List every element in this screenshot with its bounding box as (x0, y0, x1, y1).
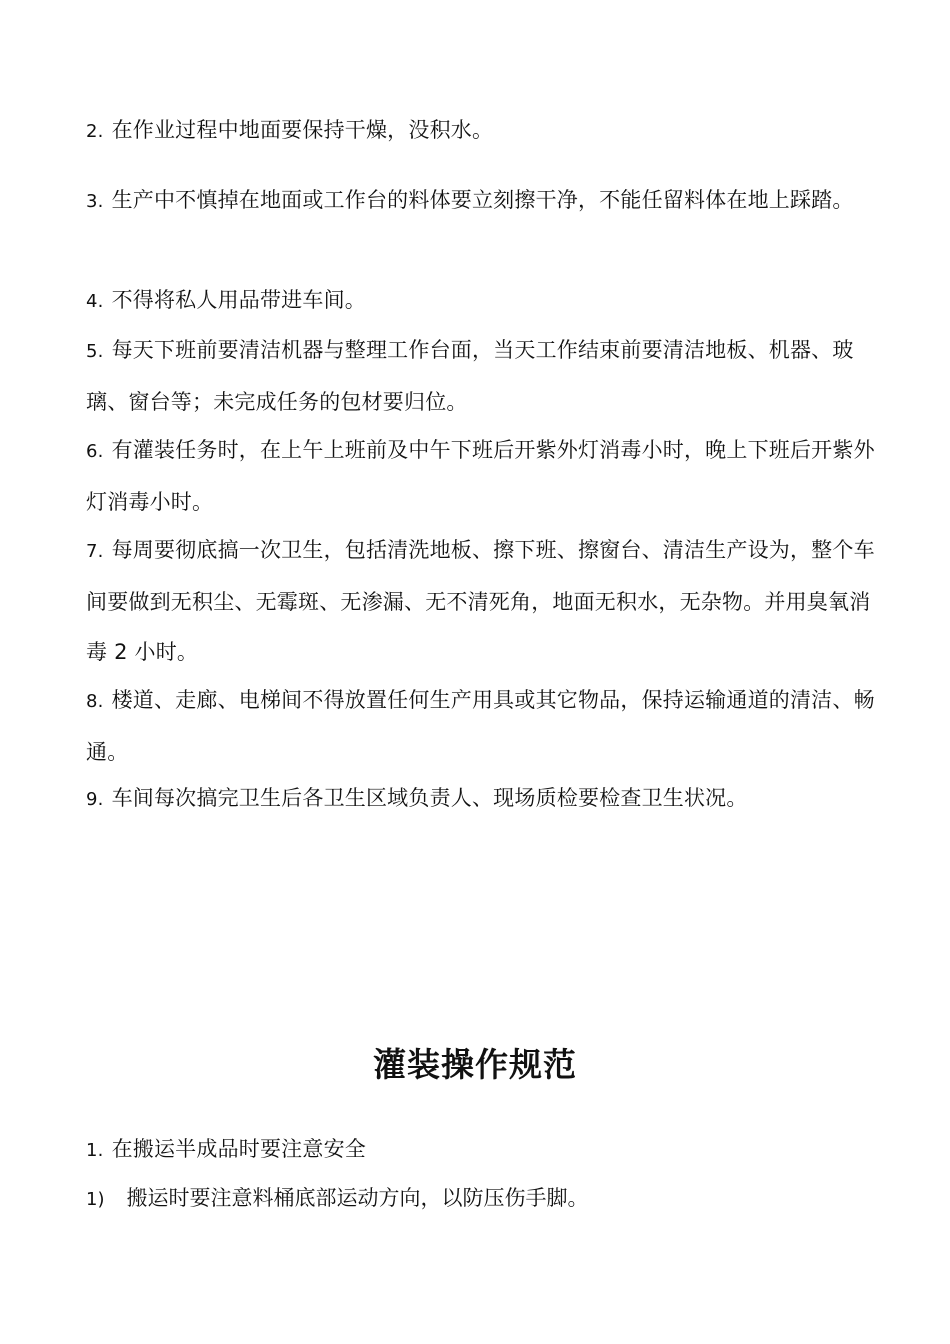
list-item (86, 275, 876, 327)
item-text: 不得将私人用品带进车间。 (111, 288, 366, 312)
item-number: 9. (86, 789, 104, 810)
list-item (86, 175, 876, 227)
list-item (86, 1124, 876, 1176)
sub-list-item (86, 1173, 876, 1225)
item-text: 在搬运半成品时要注意安全 (111, 1137, 366, 1161)
list-item (86, 525, 876, 677)
item-number: 6. (86, 441, 104, 462)
item-number: 1. (86, 1140, 104, 1161)
item-number: 2. (86, 121, 104, 142)
sub-item-number: 1) (86, 1189, 105, 1210)
sub-item-text: 搬运时要注意料桶底部运动方向，以防压伤手脚。 (126, 1186, 589, 1210)
section-title: 灌装操作规范 (373, 1045, 577, 1084)
item-text: 有灌装任务时，在上午上班前及中午下班后开紫外灯消毒小时，晚上下班后开紫外灯消毒小时。 (86, 438, 875, 514)
item-number: 4. (86, 291, 104, 312)
item-text: 车间每次搞完卫生后各卫生区域负责人、现场质检要检查卫生状况。 (111, 786, 748, 810)
item-text: 生产中不慎掉在地面或工作台的料体要立刻擦干净，不能任留料体在地上踩踏。 (111, 188, 854, 212)
list-item (86, 425, 876, 527)
item-number: 7. (86, 541, 104, 562)
item-number: 5. (86, 341, 104, 362)
list-item (86, 325, 876, 427)
item-text: 每天下班前要清洁机器与整理工作台面，当天工作结束前要清洁地板、机器、玻璃、窗台等；未完成任务的包材要归位。 (86, 338, 854, 414)
item-text: 楼道、走廊、电梯间不得放置任何生产用具或其它物品，保持运输通道的清洁、畅通。 (86, 688, 875, 764)
item-text: 在作业过程中地面要保持干燥，没积水。 (111, 118, 494, 142)
item-text: 每周要彻底搞一次卫生，包括清洗地板、擦下班、擦窗台、清洁生产设为，整个车间要做到无积尘、无霉斑、无渗漏、无不清死角，地面无积水，无杂物。并用臭氧消毒 2 小时。 (86, 538, 875, 664)
list-item (86, 675, 876, 777)
list-item (86, 773, 876, 825)
list-item (86, 105, 876, 157)
item-number: 8. (86, 691, 104, 712)
item-number: 3. (86, 191, 104, 212)
